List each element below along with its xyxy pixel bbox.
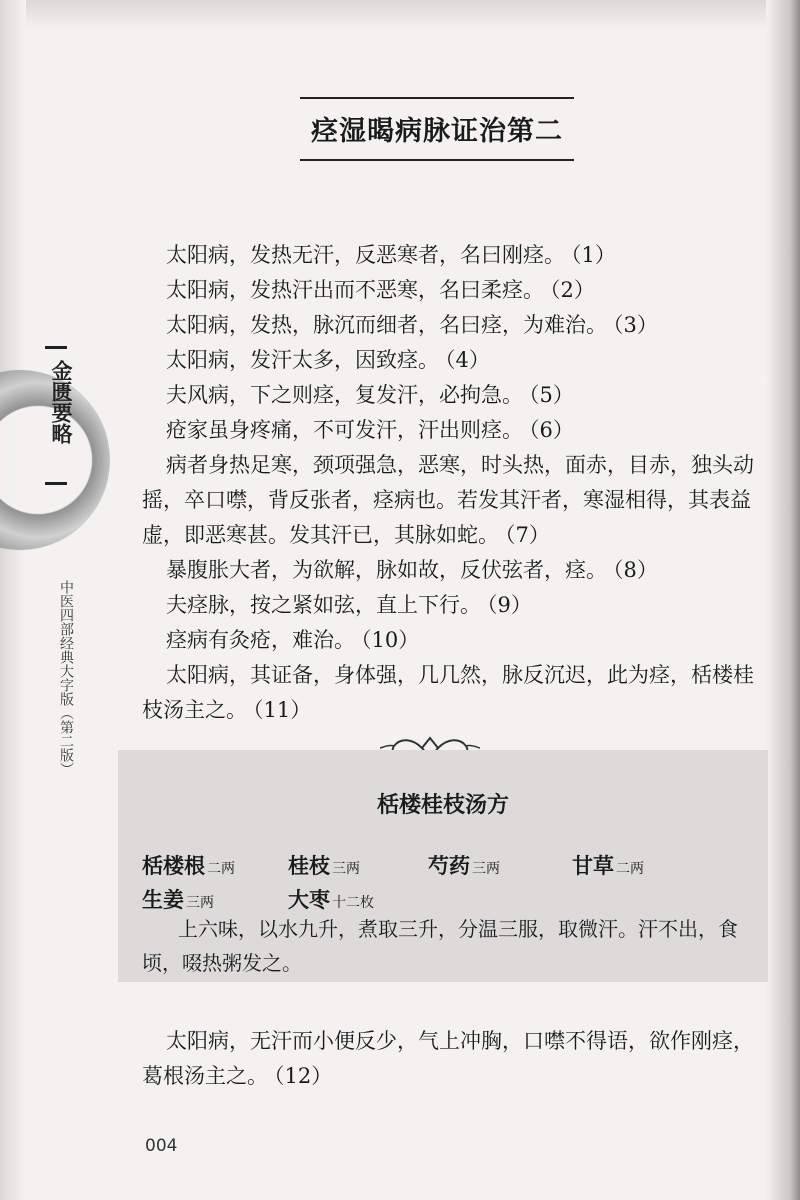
herb-dose: 十二枚 (332, 895, 374, 911)
herb-name: 生姜 (142, 887, 184, 912)
paragraph-number: （5） (529, 383, 574, 407)
paragraph (142, 658, 754, 728)
paragraph-number: （7） (505, 523, 550, 547)
paragraph (142, 553, 754, 588)
side-tab (0, 360, 112, 550)
paragraph-text: 太阳病，发汗太多，因致痉。 (166, 348, 439, 372)
page-edge-right (766, 0, 800, 1200)
paragraph (142, 238, 754, 273)
paragraph (142, 1024, 754, 1094)
paragraph-text: 痉病有灸疮，难治。 (166, 628, 355, 652)
paragraph-text: 太阳病，发热，脉沉而细者，名曰痉，为难治。 (166, 313, 607, 337)
herb-item (142, 850, 235, 880)
main-text (142, 238, 754, 728)
herb-dose: 三两 (186, 895, 214, 911)
paragraph (142, 273, 754, 308)
herb-name: 芍药 (428, 853, 470, 878)
side-tab-mark-top (45, 346, 67, 349)
heading-rule-top (300, 97, 574, 99)
herb-name: 大枣 (288, 887, 330, 912)
side-tab-mark-bottom (45, 482, 67, 485)
herb-item (428, 850, 500, 880)
paragraph-text: 太阳病，发热汗出而不恶寒，名曰柔痉。 (166, 278, 544, 302)
side-book-title: 金匮要略 (49, 360, 74, 444)
page-shadow-left (0, 0, 26, 1200)
chapter-heading-block (300, 97, 574, 163)
herb-dose: 三两 (332, 861, 360, 877)
paragraph-number: （8） (613, 558, 658, 582)
paragraph (142, 378, 754, 413)
paragraph-text: 疮家虽身疼痛，不可发汗，汗出则痉。 (166, 418, 523, 442)
chapter-heading: 痉湿暍病脉证治第二 (311, 116, 563, 147)
paragraph (142, 623, 754, 658)
page-number: 004 (145, 1136, 178, 1156)
paragraph-text: 暴腹胀大者，为欲解，脉如故，反伏弦者，痉。 (166, 558, 607, 582)
paragraph (142, 448, 754, 553)
paragraph-number: （6） (529, 418, 574, 442)
paragraph-number: （11） (253, 698, 312, 722)
herb-item (142, 884, 214, 914)
paragraph-text: 夫痉脉，按之紧如弦，直上下行。 (166, 593, 481, 617)
herb-item (288, 850, 360, 880)
paragraph-number: （9） (487, 593, 532, 617)
paragraph-number: （10） (361, 628, 420, 652)
paragraph-number: （12） (274, 1064, 333, 1088)
paragraph (142, 588, 754, 623)
heading-rule-bottom (300, 159, 574, 161)
herb-item (572, 850, 644, 880)
herb-name: 甘草 (572, 853, 614, 878)
formula-box (118, 750, 768, 982)
formula-instructions: 上六味，以水九升，煮取三升，分温三服，取微汗。汗不出，食顷，啜热粥发之。 (142, 917, 738, 975)
formula-title: 栝楼桂枝汤方 (376, 792, 509, 818)
herb-name: 栝楼根 (142, 853, 205, 878)
paragraph-text: 夫风病，下之则痉，复发汗，必拘急。 (166, 383, 523, 407)
herb-name: 桂枝 (288, 853, 330, 878)
herb-dose: 二两 (616, 861, 644, 877)
herb-item (288, 884, 374, 914)
paragraph-text: 太阳病，发热无汗，反恶寒者，名曰刚痉。 (166, 243, 565, 267)
paragraph-number: （1） (571, 243, 616, 267)
paragraph-number: （4） (445, 348, 490, 372)
paragraph-number: （2） (550, 278, 595, 302)
paragraph-text: 太阳病，无汗而小便反少，气上冲胸，口噤不得语，欲作刚痉，葛根汤主之。 (142, 1029, 754, 1088)
paragraph-number: （3） (613, 313, 658, 337)
paragraph (142, 343, 754, 378)
page-shadow-top (0, 0, 800, 28)
paragraph-text: 病者身热足寒，颈项强急，恶寒，时头热，面赤，目赤，独头动摇，卒口噤，背反张者，痉病也。若发其汗者，寒湿相得，其表益虚，即恶寒甚。发其汗已，其脉如蛇。 (142, 453, 754, 547)
paragraph (142, 413, 754, 448)
main-text-continued (142, 1024, 754, 1094)
series-title: 中医四部经典大字版（第二版） (58, 580, 74, 776)
paragraph (142, 308, 754, 343)
herb-dose: 三两 (472, 861, 500, 877)
herb-dose: 二两 (207, 861, 235, 877)
paragraph-text: 太阳病，其证备，身体强，几几然，脉反沉迟，此为痉，栝楼桂枝汤主之。 (142, 663, 754, 722)
